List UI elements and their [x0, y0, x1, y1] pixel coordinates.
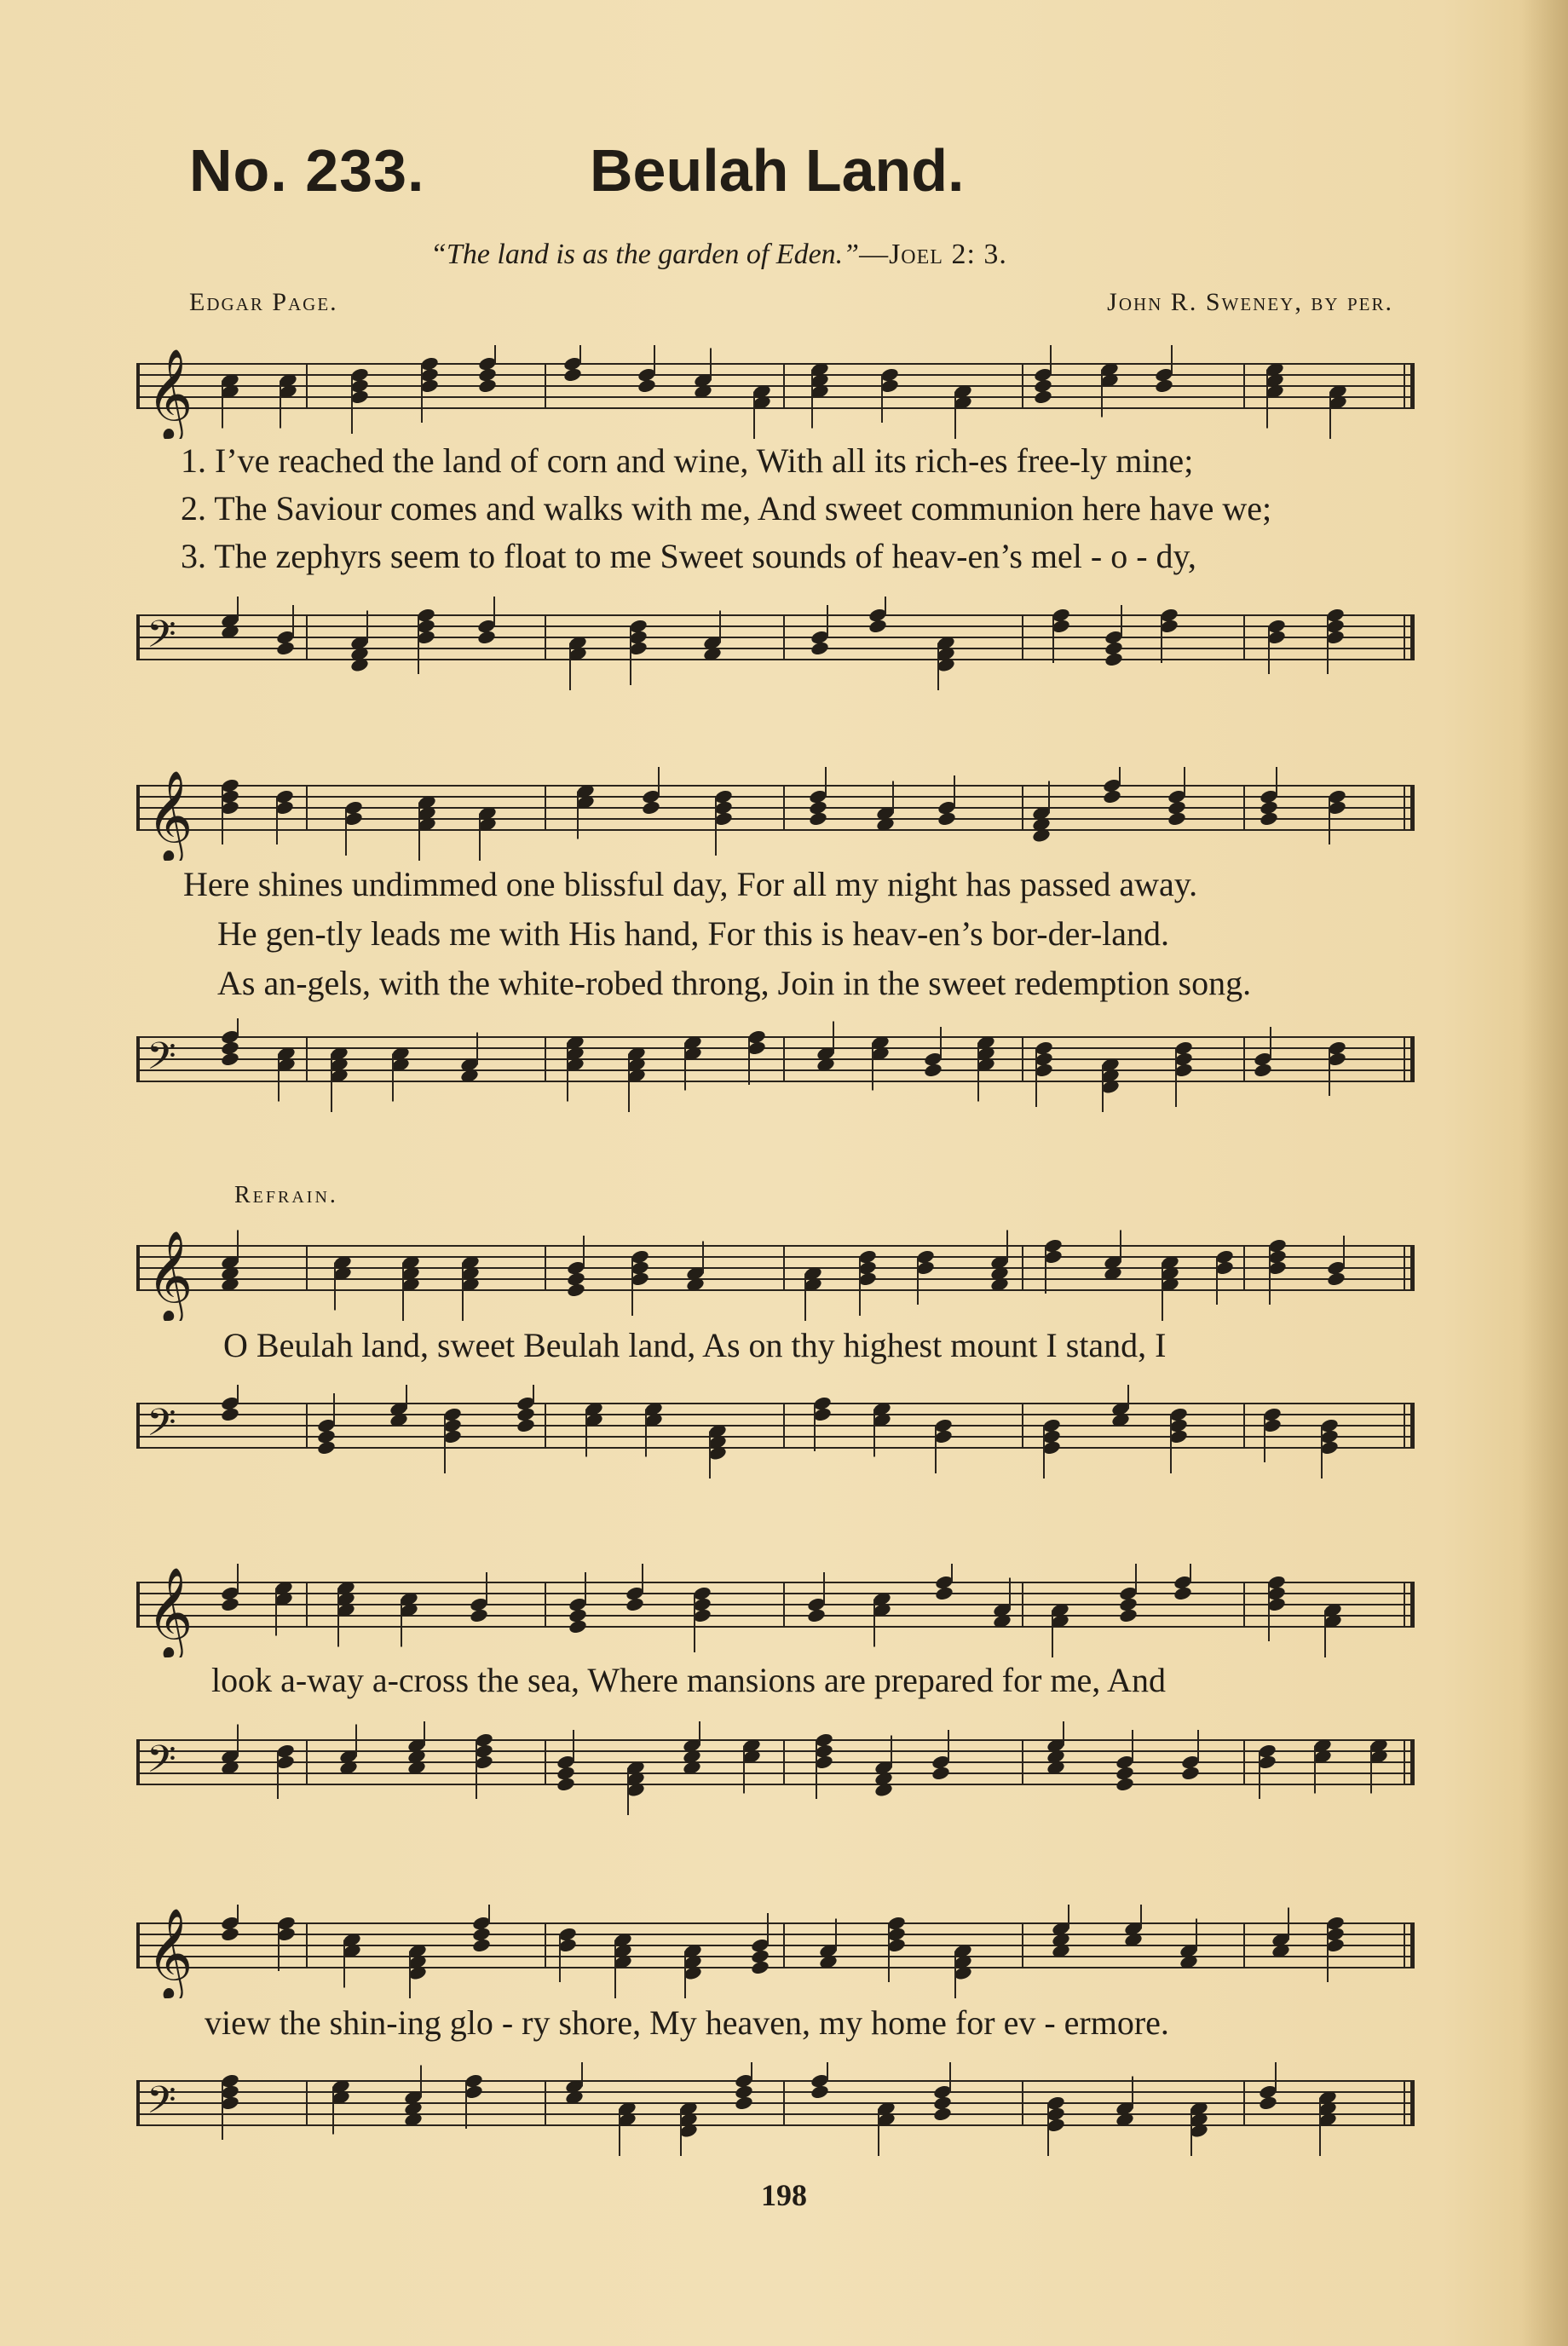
- treble-staff-graphic: [136, 767, 1415, 861]
- epigraph-quote: “The land is as the garden of Eden.”: [430, 239, 860, 270]
- svg-text:𝄞: 𝄞: [147, 770, 193, 861]
- bass-staff-graphic: [136, 1385, 1415, 1478]
- bass-staff-graphic: [136, 1721, 1415, 1815]
- treble-staff-graphic: [136, 1564, 1415, 1657]
- treble-staff-3: [136, 1227, 1415, 1321]
- epigraph: [430, 239, 1007, 271]
- svg-text:𝄢: 𝄢: [147, 2078, 176, 2131]
- svg-text:𝄞: 𝄞: [147, 1230, 193, 1321]
- bass-staff-4: [136, 1721, 1415, 1815]
- bass-staff-2: [136, 1018, 1415, 1112]
- bass-staff-graphic: [136, 597, 1415, 690]
- lyric-line-4-1: look a-way a-cross the sea, Where mansions are prepared for me, And: [211, 1661, 1166, 1699]
- treble-staff-1: [136, 345, 1415, 439]
- treble-staff-graphic: [136, 1905, 1415, 1998]
- composer-credit: John R. Sweney, by per.: [1107, 288, 1393, 316]
- page-number: 198: [761, 2178, 807, 2212]
- author-credit: Edgar Page.: [189, 288, 338, 316]
- lyric-line-1-1: 1. I’ve reached the land of corn and wine, With all its rich-es free-ly mine;: [181, 441, 1194, 480]
- treble-staff-2: [136, 767, 1415, 861]
- svg-text:𝄢: 𝄢: [147, 1737, 176, 1790]
- lyric-line-2-1: Here shines undimmed one blissful day, For all my night has passed away.: [183, 865, 1198, 903]
- svg-text:𝄞: 𝄞: [147, 1566, 193, 1657]
- treble-staff-5: [136, 1905, 1415, 1998]
- hymn-title: Beulah Land.: [590, 137, 965, 204]
- svg-text:𝄢: 𝄢: [147, 1034, 176, 1087]
- treble-staff-graphic: [136, 1227, 1415, 1321]
- svg-text:𝄞: 𝄞: [147, 348, 193, 439]
- lyric-line-3-1: O Beulah land, sweet Beulah land, As on thy highest mount I stand, I: [223, 1326, 1167, 1364]
- bass-staff-graphic: [136, 2062, 1415, 2156]
- hymn-number: No. 233.: [189, 137, 425, 204]
- svg-text:𝄢: 𝄢: [147, 612, 176, 666]
- treble-staff-4: [136, 1564, 1415, 1657]
- bass-staff-5: [136, 2062, 1415, 2156]
- treble-staff-graphic: [136, 345, 1415, 439]
- svg-text:𝄞: 𝄞: [147, 1907, 193, 1998]
- svg-text:𝄢: 𝄢: [147, 1400, 176, 1454]
- epigraph-reference: —Joel 2: 3.: [859, 239, 1007, 270]
- refrain-label: Refrain.: [234, 1182, 338, 1208]
- lyric-line-1-2: 2. The Saviour comes and walks with me, And sweet communion here have we;: [181, 489, 1272, 527]
- page-edge-shadow: [1521, 0, 1568, 2346]
- bass-staff-1: [136, 597, 1415, 690]
- lyric-line-2-2: He gen-tly leads me with His hand, For this is heav-en’s bor-der-land.: [217, 914, 1170, 953]
- bass-staff-graphic: [136, 1018, 1415, 1112]
- lyric-line-1-3: 3. The zephyrs seem to float to me Sweet sounds of heav-en’s mel - o - dy,: [181, 537, 1196, 575]
- bass-staff-3: [136, 1385, 1415, 1478]
- lyric-line-5-1: view the shin-ing glo - ry shore, My heaven, my home for ev - ermore.: [205, 2003, 1169, 2042]
- lyric-line-2-3: As an-gels, with the white-robed throng, Join in the sweet redemption song.: [217, 964, 1252, 1002]
